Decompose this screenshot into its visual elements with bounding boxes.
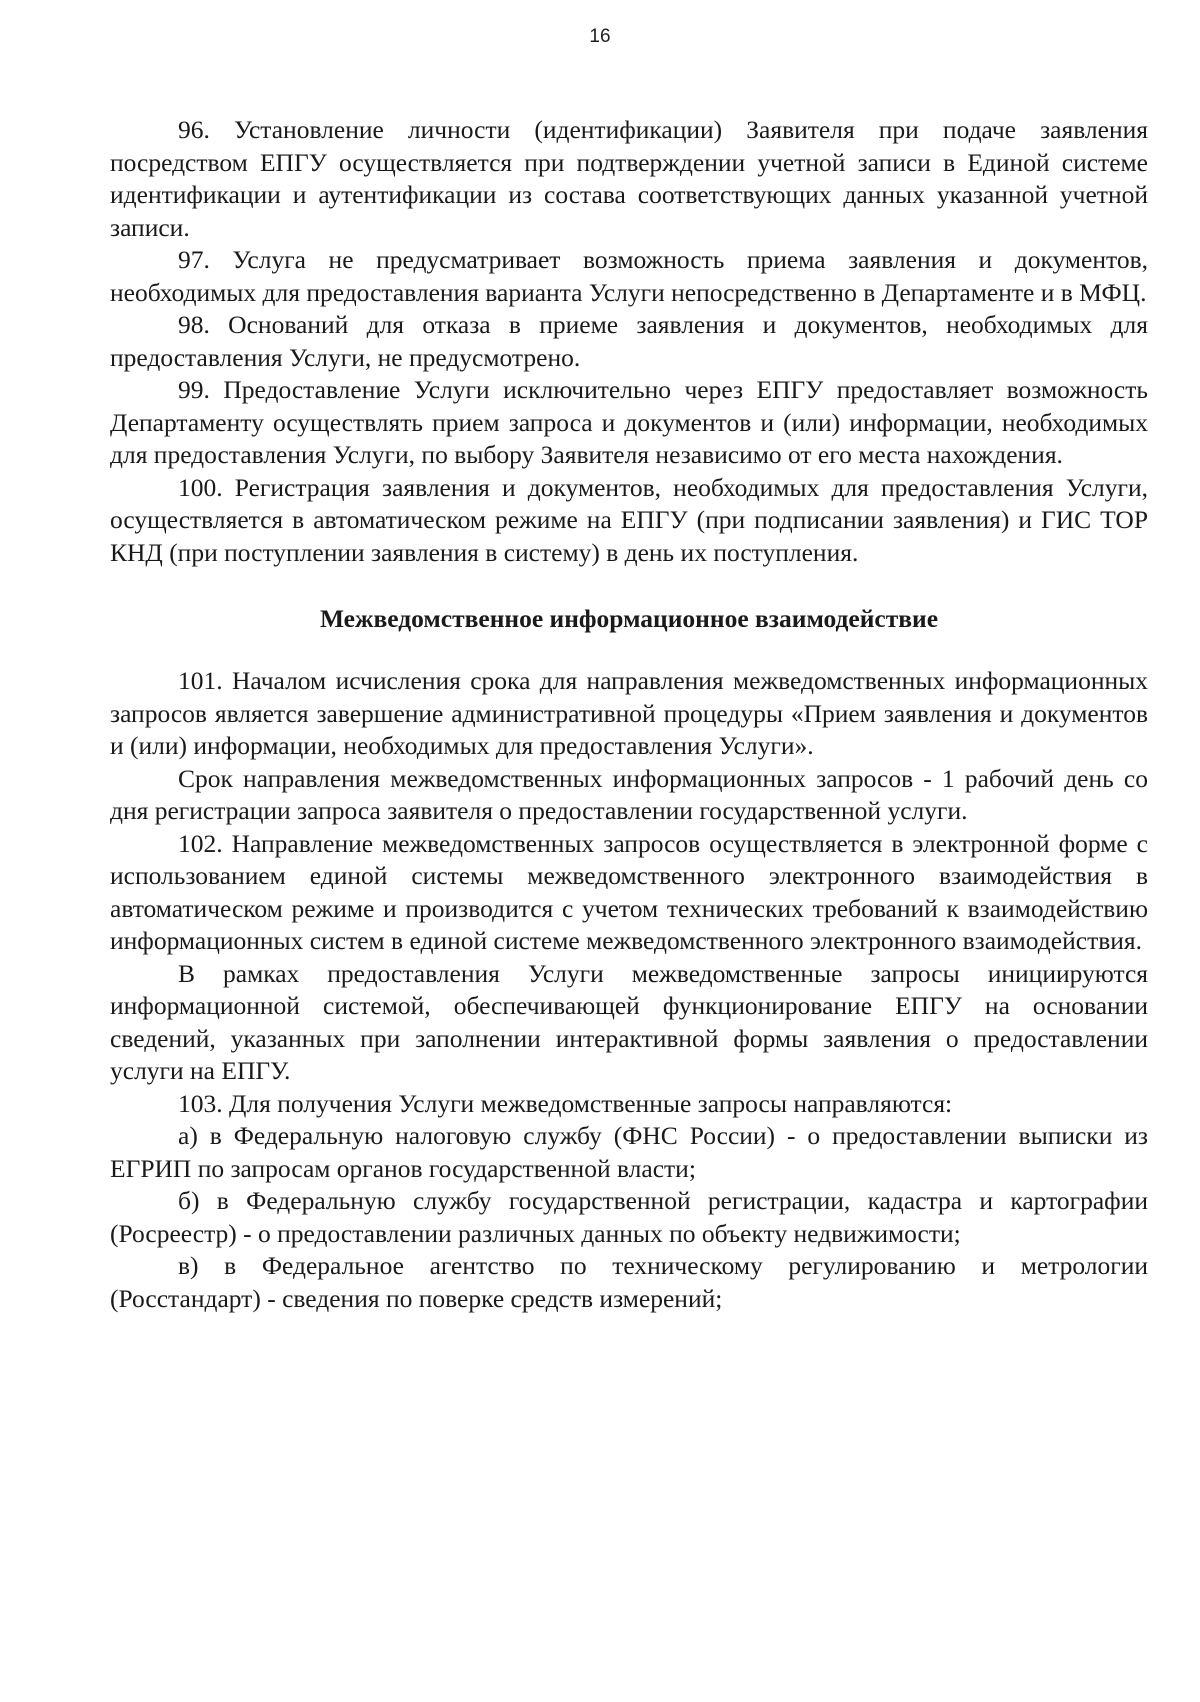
document-body xyxy=(110,114,1148,1315)
paragraph-96: 96. Установление личности (идентификации) Заявителя при подаче заявления посредством ЕПГУ осуществляется при подтверждении учетной записи в Единой системе идентификации и аутентификации из состава соответствующих данных указанной учетной записи. xyxy=(110,115,1148,242)
page-number: 16 xyxy=(589,26,611,47)
paragraph-97: 97. Услуга не предусматривает возможность приема заявления и документов, необходимых для предоставления варианта Услуги непосредственно в Департаменте и в МФЦ. xyxy=(110,245,1148,307)
list-item-a: а) в Федеральную налоговую службу (ФНС России) - о предоставлении выписки из ЕГРИП по запросам органов государственной власти; xyxy=(110,1121,1148,1183)
paragraph-102: 102. Направление межведомственных запросов осуществляется в электронной форме с использованием единой системы межведомственного электронного взаимодействия в автоматическом режиме и производится с учетом технических требований к взаимодействию информационных систем в единой системе межведомственного электронного взаимодействия. xyxy=(110,828,1148,955)
paragraph-98: 98. Оснований для отказа в приеме заявления и документов, необходимых для предоставления Услуги, не предусмотрено. xyxy=(110,310,1148,372)
list-item-v: в) в Федеральное агентство по техническому регулированию и метрологии (Росстандарт) - сведения по поверке средств измерений; xyxy=(110,1251,1148,1313)
paragraph-100: 100. Регистрация заявления и документов, необходимых для предоставления Услуги, осуществляется в автоматическом режиме на ЕПГУ (при подписании заявления) и ГИС ТОР КНД (при поступлении заявления в систему) в день их поступления. xyxy=(110,472,1148,567)
paragraph-103: 103. Для получения Услуги межведомственные запросы направляются: xyxy=(178,1088,953,1118)
paragraph-102-initiation: В рамках предоставления Услуги межведомственные запросы инициируются информационной системой, обеспечивающей функционирование ЕПГУ на основании сведений, указанных при заполнении интерактивной формы заявления о предоставлении услуги на ЕПГУ. xyxy=(110,958,1148,1085)
paragraph-101-deadline: Срок направления межведомственных информационных запросов - 1 рабочий день со дня регистрации запроса заявителя о предоставлении государственной услуги. xyxy=(110,763,1148,825)
paragraph-99: 99. Предоставление Услуги исключительно через ЕПГУ предоставляет возможность Департаменту осуществлять прием запроса и документов и (или) информации, необходимых для предоставления Услуги, по выбору Заявителя независимо от его места нахождения. xyxy=(110,375,1148,469)
section-heading: Межведомственное информационное взаимодействие xyxy=(319,604,939,633)
paragraph-101: 101. Началом исчисления срока для направления межведомственных информационных запросов является завершение административной процедуры «Прием заявления и документов и (или) информации, необходимых для предоставления Услуги». xyxy=(110,666,1148,760)
list-item-b: б) в Федеральную службу государственной регистрации, кадастра и картографии (Росреестр) - о предоставлении различных данных по объекту недвижимости; xyxy=(110,1186,1148,1248)
